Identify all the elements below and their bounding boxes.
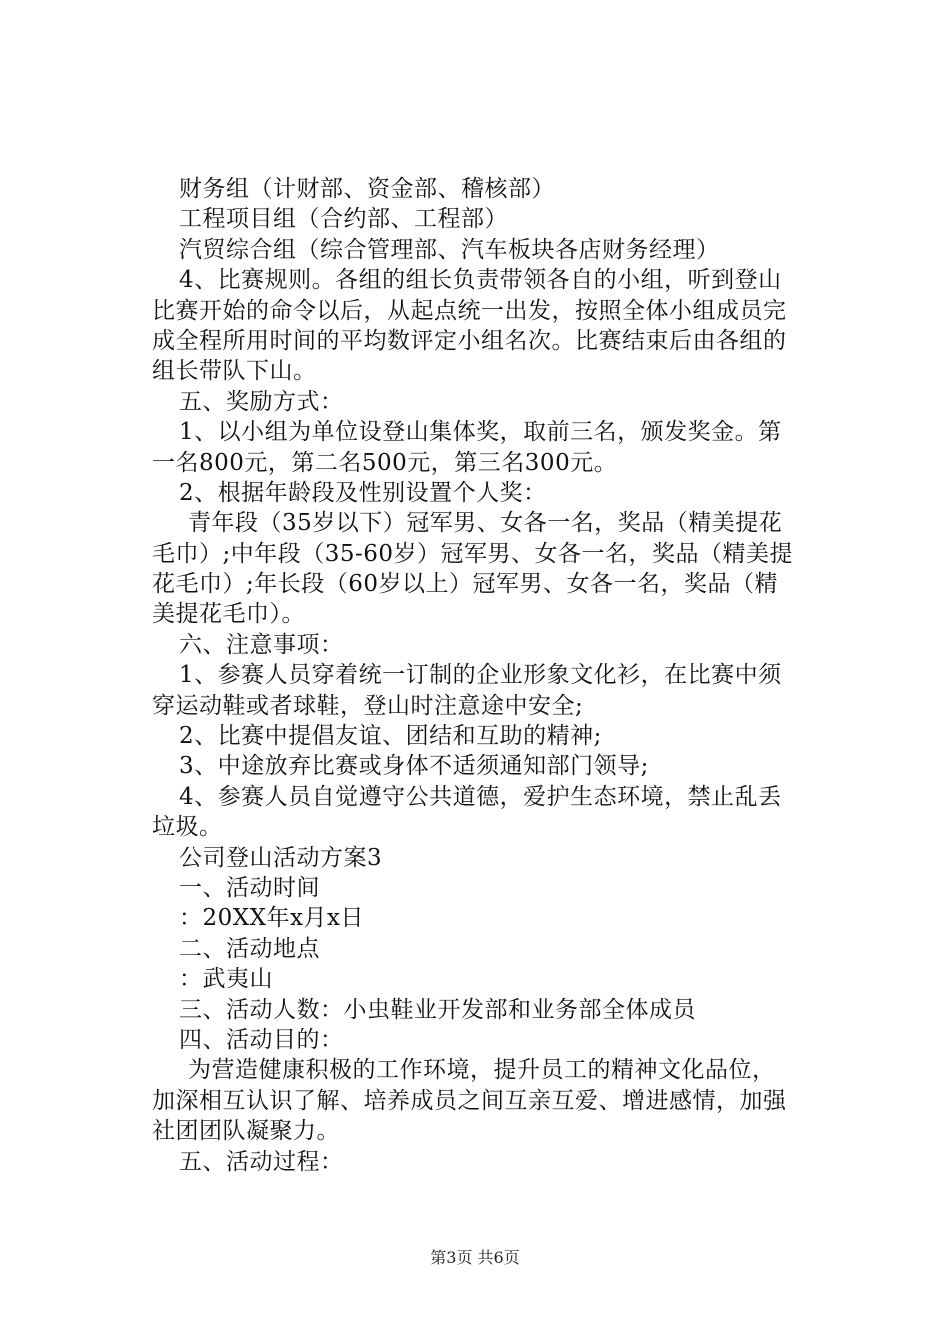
text-line: 一名800元，第二名500元，第三名300元。: [152, 449, 618, 476]
text-line: 比赛开始的命令以后，从起点统一出发，按照全体小组成员完: [152, 297, 787, 324]
section-heading: 四、活动目的：: [179, 1026, 344, 1053]
text-line: 成全程所用时间的平均数评定小组名次。比赛结束后由各组的: [152, 327, 787, 354]
document-body: [152, 174, 832, 1177]
text-line: 花毛巾）;年长段（60岁以上）冠军男、女各一名，奖品（精: [152, 571, 779, 598]
text-line: 为营造健康积极的工作环境，提升员工的精神文化品位，: [188, 1057, 776, 1084]
text-line: 4、比赛规则。各组的组长负责带领各自的小组，听到登山: [179, 267, 782, 294]
text-line: 加深相互认识了解、培养成员之间互亲互爱、增进感情，加强: [152, 1087, 787, 1114]
section-heading: 六、注意事项：: [179, 631, 344, 658]
text-line: 汽贸综合组（综合管理部、汽车板块各店财务经理）: [179, 236, 720, 263]
page-footer: 第3页 共6页: [430, 1248, 520, 1267]
section-heading: 五、活动过程：: [179, 1148, 344, 1175]
section-heading: 五、奖励方式：: [179, 388, 344, 415]
text-line: 2、根据年龄段及性别设置个人奖：: [179, 479, 547, 506]
text-line: 组长带队下山。: [152, 358, 317, 385]
section-heading: 二、活动地点: [179, 935, 320, 962]
text-line: 财务组（计财部、资金部、稽核部）: [179, 176, 555, 202]
text-line: 1、参赛人员穿着统一订制的企业形象文化衫，在比赛中须: [179, 662, 782, 689]
section-heading: 三、活动人数：小虫鞋业开发部和业务部全体成员: [179, 996, 696, 1023]
text-line: 垃圾。: [152, 814, 223, 841]
text-line: 穿运动鞋或者球鞋，登山时注意途中安全;: [152, 692, 584, 719]
text-line: ：20XX年x月x日: [179, 905, 364, 932]
text-line: 4、参赛人员自觉遵守公共道德，爱护生态环境，禁止乱丢: [179, 783, 782, 810]
text-line: 1、以小组为单位设登山集体奖，取前三名，颁发奖金。第: [179, 419, 782, 446]
text-line: 青年段（35岁以下）冠军男、女各一名，奖品（精美提花: [188, 510, 783, 537]
document-title: 公司登山活动方案3: [179, 844, 383, 871]
text-line: 2、比赛中提倡友谊、团结和互助的精神;: [179, 723, 602, 750]
text-line: 3、中途放弃比赛或身体不适须通知部门领导;: [179, 753, 649, 780]
text-line: 工程项目组（合约部、工程部）: [179, 206, 508, 233]
text-line: 社团团队凝聚力。: [152, 1118, 340, 1145]
text-line: 美提花毛巾）。: [152, 601, 305, 628]
section-heading: 一、活动时间: [179, 874, 320, 901]
text-line: ：武夷山: [179, 966, 273, 993]
text-line: 毛巾）;中年段（35-60岁）冠军男、女各一名，奖品（精美提: [152, 540, 794, 567]
